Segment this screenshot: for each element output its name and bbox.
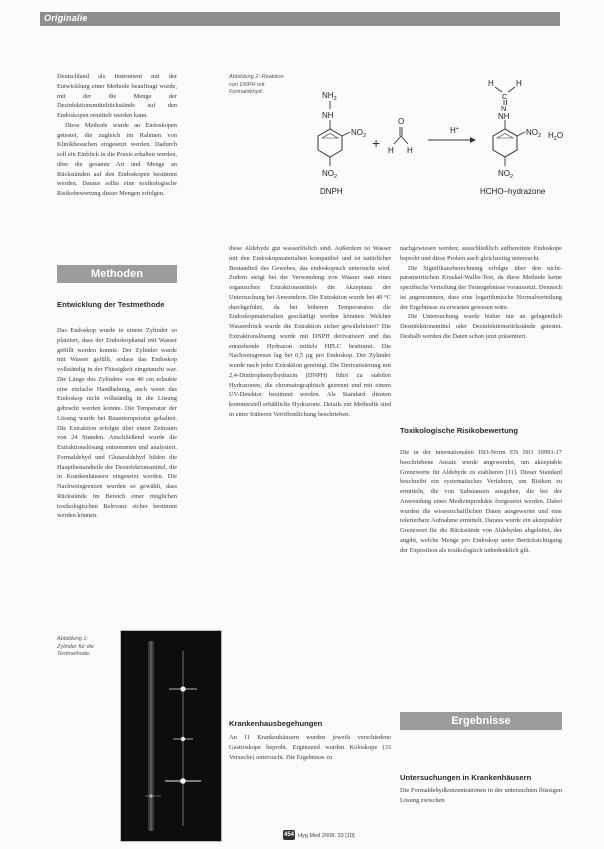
paragraph: Die in der internationalen ISO-Norm EN ISO 10993-17 beschriebene Ansatz wurde angewendet, um akzeptable Grenzwerte für Aldehyde zu etablieren [11]. Dieser Standard beschreibt ein systematisches Verfahren, um Risiken zu ermitteln, die von Substanzen ausgehen, die bei der Anwendung eines Medizinprodukts freigesetzt werden. Dabei wurden die wissenschaftlichen Daten ausgewertet und eine tolerierbare Aufnahme ermittelt. Daraus wurde ein akzeptabler Grenzwert für die Rückstände von Aldehyden abgeleitet, der angibt, welche Menge pro Endoskop unter Berücksichtigung der Exposition als toxikologisch unbedenklich gilt. xyxy=(400,449,562,554)
subheading-toxikologisch: Toxikologische Risikobewertung xyxy=(400,426,519,435)
water-label: $H_2O$ xyxy=(548,131,564,142)
nh-label: NH xyxy=(322,111,334,120)
section-title: Methoden xyxy=(91,268,143,280)
paragraph: diese Aldehyde gut wasserlöslich sind. Außerdem ist Wasser mit den Endoskopmaterialien kompatibel und ist natürlicher Bestandteil des Gewebes, das endoskopisch untersucht wird. Zudem steigt bei der Verwendung von Wasser statt eines organischen Extraktionsmittels die Akzeptanz der Untersuchung bei Anwendern. Die Extraktion wurde bei 40 °C durchgeführt, da bei höheren Temperaturen die Endoskopmaterialien geschädigt werden könnten. Welcher Wasserdruck wurde die Extraktion sicher gewährleistet? Die Extraktionslösung wurde mit DNPH derivatisiert und das entstehende Hydrazon mittels HPLC bestimmt. Die Nachweisgrenze lag bei 0,5 µg pro Endoskop. Der Zylinder wurde nach jeder Extraktion gereinigt. Die Derivatisierung mit 2,4-Dinitrophenylhydrazin (DNPH) führt zu stabilen Hydrazonen, die chromatographisch getrennt und mit einem UV-Detektor bestimmt werden. Als Standard dienten kommerziell erhältliche Hydrazone. Details zur Methodik sind in einer früheren Veröffentlichung beschrieben. xyxy=(229,245,391,418)
subheading-entwicklung: Entwicklung der Testmethode xyxy=(57,300,165,309)
paragraph: Diese Methode wurde an Endoskopen getestet, die zugleich im Rahmen von Klinikbesuchen eingesetzt werden. Dadurch soll ein Einblick in die Praxis erhalten werden, über die gesamte Art und Menge an Rückständen auf den Endoskopen bestimmt werden. Daraus sollte eine toxikologische Risikobewertung dieser Mengen erfolgen. xyxy=(57,121,177,197)
plus-icon: + xyxy=(372,135,381,151)
paragraph: An 11 Krankenhäusern wurden jeweils verschiedene Gastroskope beprobt. Ergänzend wurden Koloskope (33 Versuche) untersucht. Die Ergebnisse zu xyxy=(229,734,391,761)
section-band-methoden xyxy=(57,265,177,283)
paragraph: nachgewiesen werden; ausschließlich aufbereitete Endoskope beprobt und diese Proben auch gleichzeitig untersucht. xyxy=(400,245,562,262)
paragraph: Die Formaldehydkonzentrationen in der untersuchten flüssigen Lösung zwischen xyxy=(400,787,562,804)
intro-text xyxy=(57,72,177,199)
product-no2-bottom-label: $NO_2$ xyxy=(498,169,514,180)
oxygen-label: O xyxy=(398,117,405,126)
reaction-scheme xyxy=(300,78,570,208)
results-text xyxy=(400,786,562,816)
subheading-untersuchungen: Untersuchungen in Krankenhäusern xyxy=(400,773,532,782)
hplus-label: H+ xyxy=(450,126,459,135)
section-title: Ergebnisse xyxy=(451,715,511,727)
paragraph: Deutschland als Instrument mit der Entwicklung einer Methode beauftragt wurde, mit der die Menge der Desinfektionsmittelrückstände auf den Endoskopen ermittelt werden kann. xyxy=(57,73,177,119)
methods-text xyxy=(57,326,177,626)
page-number: 454 xyxy=(283,832,294,838)
figure-2-caption: Abbildung 2: Reaktion von DNPH mit Formaldehyd. xyxy=(229,74,284,95)
section-header-bar xyxy=(40,12,560,26)
nh2-label: $NH_2$ xyxy=(322,91,337,102)
column-right xyxy=(400,244,562,420)
figure-1-caption: Abbildung 1: Zylinder für die Testmethode. xyxy=(57,636,94,657)
paragraph: Das Endoskop wurde in einem Zylinder so platziert, dass der Endoskopkanal mit Wasser gefüllt werden konnte. Der Zylinder wurde mit Wasser gefüllt, sodass das Endoskop vollständig in der Flüssigkeit eingetaucht war. Die Länge des Zylinders von 40 cm erlaubte eine einfache Handhabung, auch wenn das Endoskop nicht vollständig in die Lösung gebracht werden konnte. Die Temperatur der Lösung wurde bei Raumtemperatur gehalten. Die Extraktion erfolgte über einen Zeitraum von 24 Stunden. Anschließend wurde die Extraktionslösung entnommen und analysiert. Formaldehyd und Glutaraldehyd bilden die Hauptbestandteile der Desinfektionsmittel, die in Krankenhäusern eingesetzt werden. Die Nachweisgrenzen wurden so gewählt, dass Rückstände im Bereich einer möglichen toxikologischen Relevanz sicher bestimmt werden können. xyxy=(57,327,177,520)
column-middle xyxy=(229,244,391,714)
krankenhaus-text xyxy=(229,733,391,793)
paragraph: Die Untersuchung wurde bisher nur an gelegentlich Desinfektionsmittel oder Desinfektionsrückstände getestet. Deshalb werden die Daten schon jetzt präsentiert. xyxy=(400,313,562,340)
no2-bottom-label: $NO_2$ xyxy=(322,169,338,180)
product-no2-label: $NO_2$ xyxy=(526,128,542,139)
section-tag: Originalie xyxy=(44,13,88,23)
nitrogen-label: N xyxy=(501,104,507,113)
product-nh-label: NH xyxy=(498,112,510,121)
dnph-label: DNPH xyxy=(320,187,343,196)
carbon-label: C xyxy=(502,92,508,101)
journal-citation: Hyg Med 2008; 33 [10] xyxy=(298,833,355,839)
subheading-krankenhaus: Krankenhausbegehungen xyxy=(229,719,323,728)
h-left-label: H xyxy=(388,146,394,155)
h2-label: H xyxy=(516,79,522,88)
section-band-ergebnisse xyxy=(400,712,562,730)
h1-label: H xyxy=(488,79,494,88)
cylinder-photo xyxy=(120,630,222,842)
risk-text xyxy=(400,448,562,703)
no2-label: $NO_2$ xyxy=(351,128,367,139)
paragraph: Die Signifikanzberechnung erfolgte über den nicht-parametrischen Kruskal-Wallis-Test, da diese Methode keine spezifische Verteilung der Testergebnisse voraussetzt. Dennoch ist angenommen, dass eine logarithmische Normalverteilung der Ergebnisse zu erwarten gewesen wäre. xyxy=(400,264,562,311)
h-right-label: H xyxy=(407,146,413,155)
hydrazone-label: HCHO–hydrazone xyxy=(480,187,546,196)
